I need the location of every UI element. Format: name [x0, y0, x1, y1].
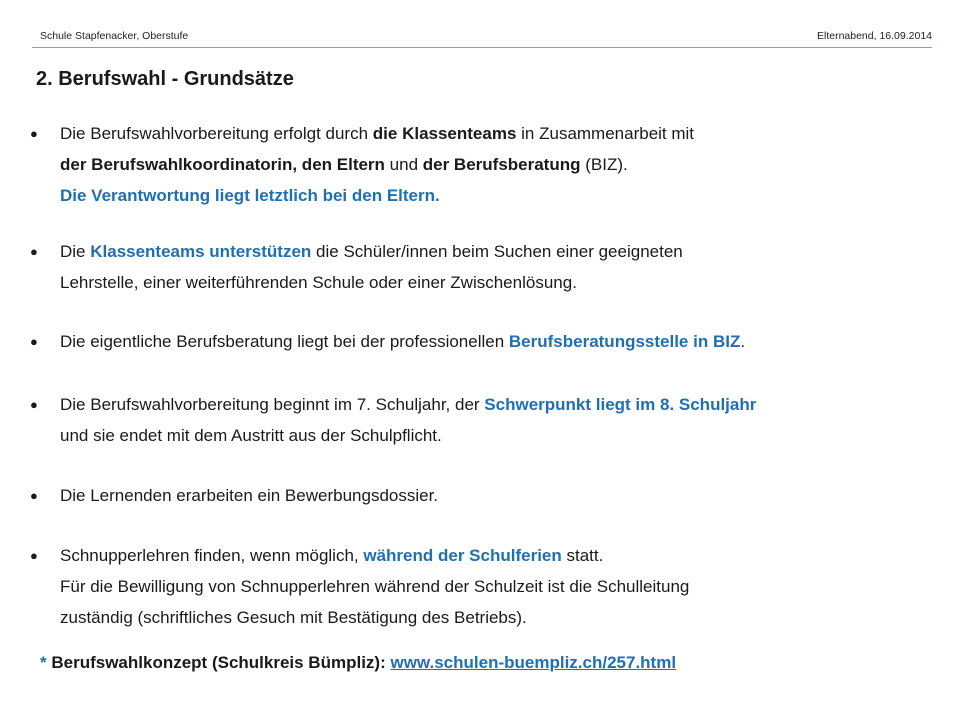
bullet-dot-icon: ●: [30, 334, 38, 349]
slide-title: 2. Berufswahl - Grundsätze: [36, 68, 294, 90]
bullet-line: zuständig (schriftliches Gesuch mit Bestätigung des Betriebs).: [60, 608, 527, 627]
bullet-line: Die Lernenden erarbeiten ein Bewerbungsdossier.: [60, 486, 439, 505]
bullet-line: Lehrstelle, einer weiterführenden Schule oder einer Zwischenlösung.: [60, 273, 577, 292]
bullet-line: Die eigentliche Berufsberatung liegt bei der professionellen Berufsberatungsstelle in BIZ.: [60, 332, 746, 351]
slide-header: [40, 30, 932, 44]
bullet-dot-icon: ●: [30, 488, 38, 503]
header-divider: [32, 47, 932, 48]
bullet-dot-icon: ●: [30, 126, 38, 141]
bullet-line: Für die Bewilligung von Schnupperlehren während der Schulzeit ist die Schulleitung: [60, 577, 690, 596]
header-event-date: Elternabend, 16.09.2014: [816, 30, 932, 42]
footer-reference: [40, 653, 676, 673]
bullet-line: Schnupperlehren finden, wenn möglich, während der Schulferien statt.: [60, 546, 604, 565]
bullet-highlight-line: Die Verantwortung liegt letztlich bei den Eltern.: [60, 186, 440, 205]
bullet-line: Die Berufswahlvorbereitung erfolgt durch die Klassenteams in Zusammenarbeit mit: [60, 124, 695, 143]
header-school: Schule Stapfenacker, Oberstufe: [40, 30, 189, 42]
footnote-star: *: [40, 653, 47, 672]
bullet-dot-icon: ●: [30, 548, 38, 563]
footer-label: Berufswahlkonzept (Schulkreis Bümpliz):: [51, 653, 391, 672]
bullet-line: und sie endet mit dem Austritt aus der Schulpflicht.: [60, 426, 442, 445]
bullet-line: Die Klassenteams unterstützen die Schüler/innen beim Suchen einer geeigneten: [60, 242, 683, 261]
bullet-line: der Berufswahlkoordinatorin, den Eltern und der Berufsberatung (BIZ).: [60, 155, 628, 174]
bullet-dot-icon: ●: [30, 244, 38, 259]
bullet-dot-icon: ●: [30, 397, 38, 412]
concept-link[interactable]: www.schulen-buempliz.ch/257.html: [390, 653, 677, 672]
bullet-line: Die Berufswahlvorbereitung beginnt im 7. Schuljahr, der Schwerpunkt liegt im 8. Schuljahr: [60, 395, 757, 414]
